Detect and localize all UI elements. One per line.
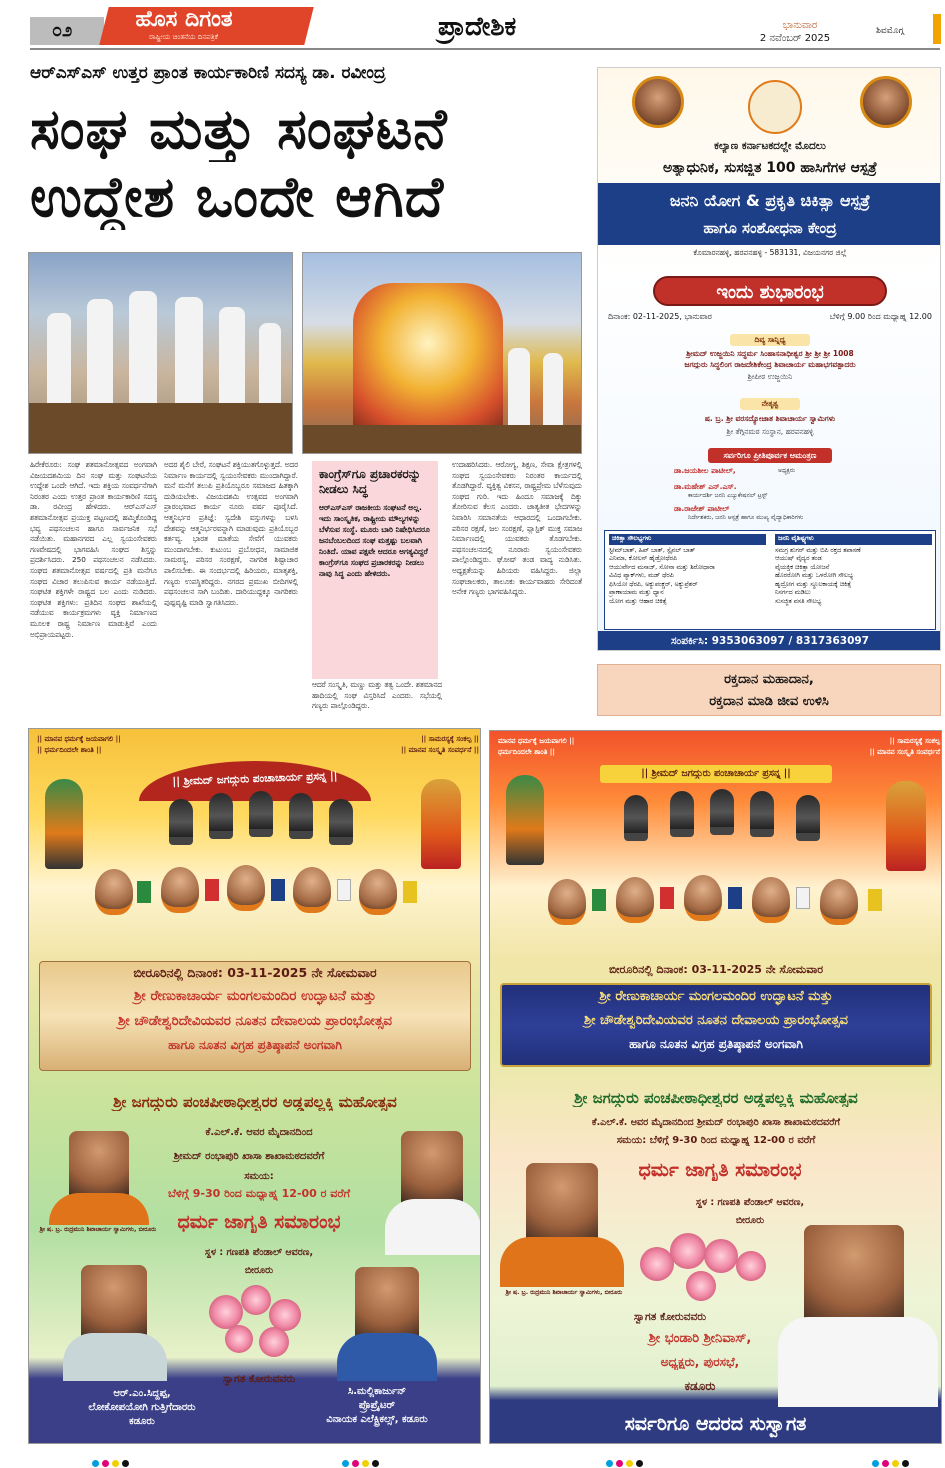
facilities-box xyxy=(604,530,936,630)
seer-caption: ಶ್ರೀ ಷ. ಬ್ರ. ರುದ್ರಮುನಿ ಶಿವಾಚಾರ್ಯ ಸ್ವಾಮಿಗಳು, ಬೀರೂರು xyxy=(505,1289,623,1296)
flag-green xyxy=(137,881,151,903)
route: ಕೆ.ಎಲ್.ಕೆ. ಆವರ ಮೈದಾನದಿಂದ ಶ್ರೀಮದ್ ರಂಭಾಪುರಿ ಖಾಸಾ ಶಾಖಾಮಠದವರೆಗೆ xyxy=(591,1117,841,1128)
time-label: ಸಮಯ: xyxy=(244,1171,274,1182)
sponsor-1-name: ಆರ್.ಎಂ.ಸಿದ್ದಪ್ಪ, xyxy=(113,1388,171,1399)
slogan-top-right-2: || ಮಾನವ ಸಂಸ್ಕೃತಿ ಸಂವರ್ಧನೆ xyxy=(869,748,940,756)
flag-white xyxy=(337,879,351,901)
article-column-3-tail: ಆದರೆ ಸಂಸ್ಕೃತಿ, ಮಣ್ಣು ಮತ್ತು ತತ್ವ ಒಂದೇ. ಶತಮಾನದ ಹಾದಿಯಲ್ಲಿ ಸಂಘ ವಿಸ್ತರಿಸಿದೆ ಎಂದರು. ಸಭೆಯಲ್ಲಿ ಗಣ್ಯರು ಪಾಲ್ಗೊಂಡಿದ್ದರು. xyxy=(312,680,442,711)
welcome-footer: ಸರ್ವರಿಗೂ ಆದರದ ಸುಸ್ವಾಗತ xyxy=(624,1413,807,1435)
event-line-3: ಹಾಗೂ ನೂತನ ವಿಗ್ರಹ ಪ್ರತಿಷ್ಠಾಪನೆ ಅಂಗವಾಗಿ xyxy=(629,1037,803,1051)
sponsor-portrait-1 xyxy=(81,1265,147,1339)
slogan-top-right-1: || ಸಾಮರಸ್ಯಕ್ಕೆ ಸಂಕಲ್ಪ || xyxy=(421,735,479,743)
hospital-address: ಕೊಮಾರನಹಳ್ಳಿ, ಹರಪನಹಳ್ಳಿ - 583131, ವಿಜಯನಗರ ಜಿಲ್ಲೆ xyxy=(693,248,847,257)
opening-date-row xyxy=(608,312,932,322)
feature-item: ನಿಸರ್ಗದ ಮಡಿಲು xyxy=(775,589,811,596)
guest-1-name: ಡಾ.ಜಯಶೀಲ ಪಾಟೀಲ್, xyxy=(674,466,736,475)
flag-red xyxy=(660,887,674,909)
sponsor-shirt-1 xyxy=(63,1333,167,1381)
facility-item: ಪ್ರಾಣಾಯಾಮ ಮತ್ತು ಧ್ಯಾನ xyxy=(609,589,664,596)
event-line-3: ಹಾಗೂ ನೂತನ ವಿಗ್ರಹ ಪ್ರತಿಷ್ಠಾಪನೆ ಅಂಗವಾಗಿ xyxy=(168,1038,342,1052)
sponsor-1-role: ಲೋಕೋಪಯೋಗಿ ಗುತ್ತಿಗೆದಾರರು xyxy=(88,1402,196,1413)
sponsor-1-town: ಕಡೂರು xyxy=(129,1416,155,1427)
slogan-top-left-1: ಮಾನವ ಧರ್ಮಕ್ಕೆ ಜಯವಾಗಲಿ || xyxy=(498,737,575,745)
header-date: 2 ನವೆಂಬರ್ 2025 xyxy=(759,33,831,44)
hospital-first-line: ಕಲ್ಯಾಣ ಕರ್ನಾಟಕದಲ್ಲೇ ಮೊದಲು xyxy=(714,140,826,152)
flag-green xyxy=(592,889,606,911)
page-number: ೦೨ xyxy=(30,17,104,45)
opening-time: ಬೆಳಿಗ್ಗೆ 9.00 ರಿಂದ ಮಧ್ಯಾಹ್ನ 12.00 xyxy=(829,312,932,321)
brand-name: ಹೊಸ ದಿಗಂತ xyxy=(135,7,233,32)
quote-body: ಆರ್‌ಎಸ್‌ಎಸ್ ರಾಜಕೀಯ ಸಂಘಟನೆ ಅಲ್ಲ. ಇದು ಸಾಂಸ್ಕೃತಿಕ, ರಾಷ್ಟ್ರೀಯ ಮೌಲ್ಯಗಳನ್ನು ಬೆಳೆಸುವ ಸಂಸ್ಥೆ. ಮೂರು ಬಾರಿ ನಿಷೇಧಿಸಿದರೂ ಜನಬೆಂಬಲದಿಂದ ಸಂಘ ಮತ್ತಷ್ಟು ಬಲವಾಗಿ ನಿಂತಿದೆ. ಯಾವ ಪಕ್ಷವೇ ಆದರೂ ಅಗತ್ಯವಿದ್ದರೆ ಕಾಂಗ್ರೆಸ್‌ಗೂ ಸಂಘದ ಪ್ರಚಾರಕರನ್ನು ನೀಡಲು ನಾವು ಸಿದ್ಧ ಎಂದು ಹೇಳಿದರು. xyxy=(319,503,430,578)
sponsor-portrait-2 xyxy=(355,1267,419,1339)
flag-yellow xyxy=(403,881,417,903)
event-date: ಬೀರೂರಿನಲ್ಲಿ ದಿನಾಂಕ: 03-11-2025 ನೇ ಸೋಮವಾರ xyxy=(608,963,824,976)
route-to: ಶ್ರೀಮದ್ ರಂಭಾಪುರಿ ಖಾಸಾ ಶಾಖಾಮಠದವರೆಗೆ xyxy=(173,1151,325,1162)
sponsor-name: ಶ್ರೀ ಭಂಡಾರಿ ಶ್ರೀನಿವಾಸ್, xyxy=(648,1331,752,1346)
flag-white xyxy=(796,887,810,909)
sponsor-town: ಕಡೂರು xyxy=(684,1379,716,1393)
hospital-advertisement xyxy=(597,67,941,651)
article-column-1: ಹಿರೇಕೆರೂರು: ಸಂಘ ಶತಮಾನೋತ್ಸವದ ಅಂಗವಾಗಿ ವಿಜಯದಶಮಿಯ ದಿನ ಸಂಘ ಮತ್ತು ಸಂಘಟನೆಯ ಉದ್ದೇಶ ಒಂದೇ ಆಗಿದೆ. ಇದು ಶಕ್ತಿಯ ಸಂವರ್ಧನೆಗಾಗಿ ನಿರಂತರ ಎಂದು ಉತ್ತರ ಪ್ರಾಂತ ಕಾರ್ಯಕಾರಿಣಿ ಸದಸ್ಯ ಡಾ. ರವೀಂದ್ರ ಹೇಳಿದರು. ಆರ್‌ಎಸ್‌ಎಸ್ ಶತಮಾನೋತ್ಸವ ಪ್ರಯುಕ್ತ ಪಟ್ಟಣದಲ್ಲಿ ಹಮ್ಮಿಕೊಂಡಿದ್ದ ಭವ್ಯ ಪಥಸಂಚಲನ ಹಾಗೂ ಸಾರ್ವಜನಿಕ ಸಭೆ ನಡೆಯಿತು. ಮಹಾನಗರದ ಎಲ್ಲ ಸ್ವಯಂಸೇವಕರು ಗಣವೇಷದಲ್ಲಿ ಭಾಗವಹಿಸಿ ಸಂಘದ ಶಿಸ್ತನ್ನು ಪ್ರದರ್ಶಿಸಿದರು. 250 ಪಥಸಂಚಲನ ನಡೆಸಿದರು. ಸಂಘದ ಶತಮಾನೋತ್ಸವ ವರ್ಷದಲ್ಲಿ ಪ್ರತಿ ಮನೆಗೂ ಸಂಘದ ವಿಚಾರ ತಲುಪಿಸುವ ಕಾರ್ಯ ನಡೆಯುತ್ತಿದೆ. ಸಂಘಟಿತ ಶಕ್ತಿಗಳೇ ರಾಷ್ಟ್ರದ ಬಲ ಎಂದು ನುಡಿದರು. ಸಂಘಟಿತ ಶಕ್ತಿಗಳು: ಪ್ರತಿದಿನ ಸಂಘದ ಶಾಖೆಯಲ್ಲಿ ನಡೆಯುವ ಕಾರ್ಯಕ್ರಮಗಳು ವ್ಯಕ್ತಿ ನಿರ್ಮಾಣದ ಮೂಲಕ ರಾಷ್ಟ್ರ ನಿರ್ಮಾಣ ಮಾಡುತ್ತಿವೆ ಎಂದು ಅಭಿಪ್ರಾಯಪಟ್ಟರು. xyxy=(30,460,157,639)
event-line-2: ಶ್ರೀ ಚೌಡೇಶ್ವರಿದೇವಿಯವರ ನೂತನ ದೇವಾಲಯ ಪ್ರಾರಂಭೋತ್ಸವ xyxy=(584,1013,848,1028)
hospital-beds-line: ಅತ್ಯಾಧುನಿಕ, ಸುಸಜ್ಜಿತ 100 ಹಾಸಿಗೆಗಳ ಆಸ್ಪತ್ರೆ xyxy=(663,160,877,176)
sponsor-1-block xyxy=(37,1387,247,1429)
sponsor-shirt-top xyxy=(385,1199,481,1255)
presence-line-1: ಶ್ರೀಮದ್ ಉಜ್ಜಯಿನಿ ಸದ್ಧರ್ಮ ಸಿಂಹಾಸನಾಧೀಶ್ವರ ಶ್ರೀ ಶ್ರೀ ಶ್ರೀ 1008 xyxy=(686,349,854,358)
venue-town: ಬೀರೂರು xyxy=(244,1265,274,1276)
presence-line-2: ಜಗದ್ಗುರು ಸಿದ್ಧಲಿಂಗ ರಾಜದೇಶಿಕೇಂದ್ರ ಶಿವಾಚಾರ್ಯ ಮಹಾಭಗವತ್ಪಾದರು xyxy=(684,360,856,369)
slogan-top-left-1: || ಮಾನವ ಧರ್ಮಕ್ಕೆ ಜಯವಾಗಲಿ || xyxy=(37,735,121,743)
guest-3-name: ಡಾ.ರಾಜೇಶ್ ಪಾಟೀಲ್ xyxy=(674,504,730,513)
seer-robe xyxy=(500,1237,624,1287)
lead-line-1: ಷ. ಬ್ರ. ಶ್ರೀ ವರಸದ್ಯೋಜಾತ ಶಿವಾಚಾರ್ಯ ಸ್ವಾಮಿಗಳು xyxy=(704,414,836,423)
event-time: ಬೆಳಿಗ್ಗೆ 9-30 ರಿಂದ ಮಧ್ಯಾಹ್ನ 12-00 ರ ವರೆಗೆ xyxy=(167,1187,351,1200)
article-headline-line2: ಉದ್ದೇಶ ಒಂದೇ ಆಗಿದೆ xyxy=(30,164,445,230)
lead-line-2: ಶ್ರೀ ತೆಗ್ಗಿನಮಠ ಸಂಸ್ಥಾನ, ಹರಪನಹಳ್ಳಿ xyxy=(726,427,814,436)
slogan-top-left-2: || ಧರ್ಮದಿಂದಲೇ ಶಾಂತಿ || xyxy=(37,746,102,754)
sponsor-portrait-top xyxy=(401,1131,463,1203)
palanquin-title: ಶ್ರೀ ಜಗದ್ಗುರು ಪಂಚಪೀಠಾಧೀಶ್ವರರ ಅಡ್ಡಪಲ್ಲಕ್ಕಿ ಮಹೋತ್ಸವ xyxy=(113,1093,397,1111)
venue-town: ಬೀರೂರು xyxy=(735,1215,765,1226)
blood-line-2: ರಕ್ತದಾನ ಮಾಡಿ ಜೀವ ಉಳಿಸಿ xyxy=(709,694,829,709)
deity-left-figure xyxy=(45,779,83,869)
sponsor-shirt-2 xyxy=(337,1333,437,1381)
section-title: ಪ್ರಾದೇಶಿಕ xyxy=(438,12,517,42)
seer-robe xyxy=(49,1193,149,1225)
slogan-top-right-1: || ಸಾಮರಸ್ಯಕ್ಕೆ ಸಂಕಲ್ಪ xyxy=(889,737,940,745)
welcome-label: ಸ್ವಾಗತ ಕೋರುವವರು xyxy=(633,1311,707,1323)
article-column-4: ಉದಾಹರಿಸಿದರು. ಆರೋಗ್ಯ, ಶಿಕ್ಷಣ, ಸೇವಾ ಕ್ಷೇತ್ರಗಳಲ್ಲಿ ಸಂಘದ ಸ್ವಯಂಸೇವಕರು ನಿರಂತರ ಕಾರ್ಯದಲ್ಲಿ ತೊಡಗಿದ್ದಾರೆ. ವ್ಯಕ್ತಿತ್ವ ವಿಕಸನ, ರಾಷ್ಟ್ರಪ್ರೇಮ ಬೆಳೆಸುವುದು ಸಂಘದ ಗುರಿ. ಇದು ಹಿಂದೂ ಸಮಾಜಕ್ಕೆ ದಿಕ್ಕು ತೋರಿಸುವ ಕೆಲಸ ಎಂದರು. ಜಾತ್ಯತೀತ ಭೇದಗಳನ್ನು ನಿವಾರಿಸಿ ಸಮಾನತೆಯ ಆಧಾರದಲ್ಲಿ ಒಂದಾಗಬೇಕು. ಪರಿಸರ ರಕ್ಷಣೆ, ಜಲ ಸಂರಕ್ಷಣೆ, ಪ್ಲಾಸ್ಟಿಕ್ ಮುಕ್ತ ಸಮಾಜ ನಿರ್ಮಾಣದಲ್ಲಿ ಯುವಕರು ತೊಡಗಬೇಕು. ಪಥಸಂಚಲನದಲ್ಲಿ ನೂರಾರು ಸ್ವಯಂಸೇವಕರು ಪಾಲ್ಗೊಂಡಿದ್ದರು. ಘೋಷ್ ತಂಡ ವಾದ್ಯ ನುಡಿಸಿತು. ಅಧ್ಯಕ್ಷತೆಯನ್ನು ಹಿರಿಯರು ವಹಿಸಿದ್ದರು. ಜಿಲ್ಲಾ ಸಂಘಚಾಲಕರು, ತಾಲೂಕು ಕಾರ್ಯವಾಹರು ಸೇರಿದಂತೆ ಅನೇಕ ಗಣ್ಯರು ಭಾಗವಹಿಸಿದ್ದರು. xyxy=(452,460,582,597)
hospital-name-1: ಜನನಿ ಯೋಗ & ಪ್ರಕೃತಿ ಚಿಕಿತ್ಸಾ ಆಸ್ಪತ್ರೆ xyxy=(669,191,871,210)
header-accent-bar xyxy=(933,14,941,44)
feature-item: ಹೊರರೋಗಿ ಮತ್ತು ಒಳರೋಗಿ ಸೌಲಭ್ಯ xyxy=(775,572,854,579)
sponsor-portrait xyxy=(804,1225,904,1325)
facilities-right xyxy=(771,531,936,630)
article-column-2: ಅದರ ಶೈಲಿ ಬೇರೆ, ಸಂಘಟನೆ ಶಕ್ತಿಯುತಗೊಳ್ಳುತ್ತದೆ. ಅದರ ನಿರ್ಮಾಣ ಕಾರ್ಯದಲ್ಲಿ ಸ್ವಯಂಸೇವಕರು ಮುಂದಾಗಿದ್ದಾರೆ. ಮನೆ ಮನೆಗೆ ತಲುಪಿ ಪ್ರತಿಯೊಬ್ಬರೂ ಸಮಾಜದ ಹಿತಕ್ಕಾಗಿ ದುಡಿಯಬೇಕು. ವಿಜಯದಶಮಿ ಉತ್ಸವದ ಅಂಗವಾಗಿ ಪ್ರಾರಂಭವಾದ ಕಾರ್ಯ ನೂರು ವರ್ಷ ಪೂರೈಸಿದೆ. ಆತ್ಮನಿರ್ಭರ ಪ್ರತಿಜ್ಞೆ: ಸ್ವದೇಶಿ ವಸ್ತುಗಳನ್ನು ಬಳಸಿ ದೇಶವನ್ನು ಆತ್ಮನಿರ್ಭರವನ್ನಾಗಿ ಮಾಡುವುದು ಪ್ರತಿಯೊಬ್ಬರ ಕರ್ತವ್ಯ. ಭಾರತ ಮಾತೆಯ ಸೇವೆಗೆ ಯುವಕರು ಮುಂದಾಗಬೇಕು. ಕುಟುಂಬ ಪ್ರಬೋಧನ, ಸಾಮಾಜಿಕ ಸಾಮರಸ್ಯ, ಪರಿಸರ ಸಂರಕ್ಷಣೆ, ನಾಗರಿಕ ಶಿಷ್ಟಾಚಾರ ಪಾಲಿಸಬೇಕು. ಈ ಸಂದರ್ಭದಲ್ಲಿ ಹಿರಿಯರು, ಮಾತೃಶಕ್ತಿ, ಗಣ್ಯರು ಉಪಸ್ಥಿತರಿದ್ದರು. ನಗರದ ಪ್ರಮುಖ ಬೀದಿಗಳಲ್ಲಿ ಪಥಸಂಚಲನ ಸಾಗಿ ಬಂದಿತು. ದಾರಿಯುದ್ದಕ್ಕೂ ನಾಗರಿಕರು ಪುಷ್ಪವೃಷ್ಟಿ ಮಾಡಿ ಸ್ವಾಗತಿಸಿದರು. xyxy=(164,460,298,607)
facility-item: ಎನಿಮಾ, ಕೋಲನ್ ಹೈಡ್ರೋಥೆರಪಿ xyxy=(609,555,678,562)
procession-float-photo xyxy=(302,252,582,454)
header-divider xyxy=(30,48,940,50)
rally-march-photo xyxy=(28,252,293,454)
deity-right-figure xyxy=(886,781,926,871)
sponsor-2-role: ಪ್ರೊಪ್ರೈಟರ್ xyxy=(358,1400,396,1411)
palanquin-title: ಶ್ರೀ ಜಗದ್ಗುರು ಪಂಚಪೀಠಾಧೀಶ್ವರರ ಅಡ್ಡಪಲ್ಲಕ್ಕಿ ಮಹೋತ್ಸವ xyxy=(574,1089,858,1107)
header-city: ಶಿವಮೊಗ್ಗ xyxy=(876,26,904,36)
feature-item: ಹೃದ್ರೋಗ ಮತ್ತು ಸ್ಥೂಲಕಾಯಕ್ಕೆ ಚಿಕಿತ್ಸೆ xyxy=(775,580,852,588)
event-scroll xyxy=(500,983,932,1067)
facility-item: ಯೋಗ ಮತ್ತು ಆಹಾರ ಚಿಕಿತ್ಸೆ xyxy=(609,597,667,605)
event-time: ಸಮಯ: ಬೆಳಿಗ್ಗೆ 9-30 ರಿಂದ ಮಧ್ಯಾಹ್ನ 12-00 ರ ವರೆಗೆ xyxy=(616,1135,816,1146)
presence-tag: ದಿವ್ಯ ಸಾನ್ನಿಧ್ಯ xyxy=(730,334,810,346)
sponsor-role: ಅಧ್ಯಕ್ಷರು, ಪುರಸಭೆ, xyxy=(660,1355,740,1369)
facilities-left-title: ಚಿಕಿತ್ಸಾ ಸೌಲಭ್ಯಗಳು xyxy=(609,534,766,545)
presence-line-3: ಶ್ರೀಪೀಠ ಉಜ್ಜಯಿನಿ xyxy=(747,372,793,381)
feature-item: ಸುಸಜ್ಜಿತ ವಸತಿ ಸೌಲಭ್ಯ xyxy=(775,597,822,605)
route-from: ಕೆ.ಎಲ್.ಕೆ. ಆವರ ಮೈದಾನದಿಂದ xyxy=(205,1127,313,1138)
flag-yellow xyxy=(868,889,882,911)
samaramba-title: ಧರ್ಮ ಜಾಗೃತಿ ಸಮಾರಂಭ xyxy=(177,1211,341,1233)
guest-1-role: ಅಧ್ಯಕ್ಷರು xyxy=(778,467,795,474)
seer-portrait xyxy=(526,1163,598,1243)
seer-caption: ಶ್ರೀ ಷ. ಬ್ರ. ರುದ್ರಮುನಿ ಶಿವಾಚಾರ್ಯ ಸ್ವಾಮಿಗಳು, ಬೀರೂರು xyxy=(39,1226,157,1233)
article-headline-line1: ಸಂಘ ಮತ್ತು ಸಂಘಟನೆ xyxy=(30,96,448,162)
event-scroll xyxy=(39,961,471,1071)
festival-ad-right xyxy=(489,730,942,1444)
quote-box xyxy=(312,461,438,679)
hospital-name-2: ಹಾಗೂ ಸಂಶೋಧನಾ ಕೇಂದ್ರ xyxy=(703,219,837,237)
deity-left-figure xyxy=(506,775,544,865)
slogan-top-left-2: ಧರ್ಮದಿಂದಲೇ ಶಾಂತಿ || xyxy=(498,748,555,756)
event-date: ಬೀರೂರಿನಲ್ಲಿ ದಿನಾಂಕ: 03-11-2025 ನೇ ಸೋಮವಾರ xyxy=(133,965,377,980)
guest-2-name: ಡಾ.ಮಹೇಶ್ ಎನ್.ಎಸ್. xyxy=(674,482,737,491)
seer-portrait xyxy=(69,1131,129,1197)
event-line-1: ಶ್ರೀ ರೇಣುಕಾಚಾರ್ಯ ಮಂಗಲಮಂದಿರ ಉದ್ಘಾಟನೆ ಮತ್ತು xyxy=(599,989,833,1004)
guest-tag: ಸರ್ವರಿಗೂ ಪ್ರೀತಿಪೂರ್ವಕ ಆಮಂತ್ರಣ xyxy=(708,448,832,463)
facilities-right-title: ಜನನಿ ವೈಶಿಷ್ಟ್ಯಗಳು xyxy=(775,534,932,545)
welcome-label: ಸ್ವಾಗತ ಕೋರುವವರು xyxy=(222,1373,296,1385)
feature-item: ಸಮಗ್ರ ಶುಗರ್ ಮತ್ತು ಬಿಪಿ ರಕ್ತದ ತಪಾಸಣೆ xyxy=(775,546,861,554)
guest-3-role: ನಿರ್ದೇಶಕರು, ಜನನಿ ಆಸ್ಪತ್ರೆ ಹಾಗೂ ಮುಖ್ಯ ವೈದ್ಯಾಧಿಕಾರಿಗಳು xyxy=(688,514,804,521)
flag-red xyxy=(205,879,219,901)
opening-date: ದಿನಾಂಕ: 02-11-2025, ಭಾನುವಾರ xyxy=(608,312,712,321)
feature-item: ವೈಯಕ್ತಿಕ ಚಿಕಿತ್ಸಾ ಯೋಜನೆ xyxy=(775,563,830,571)
festival-ad-left xyxy=(28,728,481,1444)
brand-logo xyxy=(99,7,313,45)
flag-blue xyxy=(728,887,742,909)
quote-title: ಕಾಂಗ್ರೆಸ್‌ಗೂ ಪ್ರಚಾರಕರನ್ನು ನೀಡಲು ಸಿದ್ಧ xyxy=(319,467,421,496)
seer-portrait-right xyxy=(860,76,912,128)
venue: ಸ್ಥಳ : ಗಣಪತಿ ಪೆಂಡಾಲ್ ಆವರಣ, xyxy=(695,1197,805,1208)
blood-line-1: ರಕ್ತದಾನ ಮಹಾದಾನ, xyxy=(724,672,814,687)
opening-banner: ಇಂದು ಶುಭಾರಂಭ xyxy=(653,276,887,306)
facility-item: ವಿವಿಧ ಪ್ಯಾಕ್‌ಗಳು, ಮಡ್ ಥೆರಪಿ xyxy=(609,572,674,579)
lead-tag: ನೇತೃತ್ವ xyxy=(740,398,800,410)
facility-item: ಆಯುರ್ವೇದ ಮಸಾಜ್, ಸೋನಾ ಮತ್ತು ಶಿರೋಧಾರಾ xyxy=(609,563,715,571)
slogan-top-right-2: || ಮಾನವ ಸಂಸ್ಕೃತಿ ಸಂವರ್ಧನೆ || xyxy=(401,746,479,754)
facility-item: ಫಿಸಿಯೋ ಥೆರಪಿ, ಅಕ್ಯುಪಂಕ್ಚರ್, ಅಕ್ಯುಪ್ರೆಶರ್ xyxy=(609,580,698,588)
flag-blue xyxy=(271,879,285,901)
samaramba-title: ಧರ್ಮ ಜಾಗೃತಿ ಸಮಾರಂಭ xyxy=(638,1159,802,1181)
event-line-2: ಶ್ರೀ ಚೌಡೇಶ್ವರಿದೇವಿಯವರ ನೂತನ ದೇವಾಲಯ ಪ್ರಾರಂಭೋತ್ಸವ xyxy=(117,1013,393,1029)
article-kicker: ಆರ್‌ಎಸ್‌ಎಸ್ ಉತ್ತರ ಪ್ರಾಂತ ಕಾರ್ಯಕಾರಿಣಿ ಸದಸ್ಯ ಡಾ. ರವೀಂದ್ರ xyxy=(30,63,386,83)
arc-text: || ಶ್ರೀಮದ್ ಜಗದ್ಗುರು ಪಂಚಾಚಾರ್ಯ ಪ್ರಸನ್ನ || xyxy=(600,765,832,783)
sponsor-2-firm: ವಿನಾಯಕ ಎಲೆಕ್ಟ್ರಿಕಲ್ಸ್, ಕಡೂರು xyxy=(326,1414,428,1425)
header-day: ಭಾನುವಾರ xyxy=(782,20,818,31)
blood-donation-box xyxy=(597,664,941,716)
facilities-left xyxy=(605,531,770,630)
hospital-name-band xyxy=(598,183,941,245)
guest-2-role: ಕಾರ್ಯದರ್ಶಿ ಜನನಿ ಎಜ್ಯುಕೇಷನಲ್ ಟ್ರಸ್ಟ್ xyxy=(688,492,768,499)
event-line-1: ಶ್ರೀ ರೇಣುಕಾಚಾರ್ಯ ಮಂಗಲಮಂದಿರ ಉದ್ಘಾಟನೆ ಮತ್ತು xyxy=(133,988,377,1004)
sponsor-2-block xyxy=(279,1385,475,1427)
feature-item: ಆಯುಷ್ ವೈದ್ಯರ ತಂಡ xyxy=(775,555,822,562)
venue: ಸ್ಥಳ : ಗಣಪತಿ ಪೆಂಡಾಲ್ ಆವರಣ, xyxy=(204,1247,314,1258)
facility-item: ಸ್ಟೀಮ್‌ಬಾತ್, ಹಿಪ್ ಬಾತ್, ಸ್ಪೈನಲ್ ಬಾತ್ xyxy=(609,546,696,554)
sponsor-2-name: ಸಿ.ಮಲ್ಲಿಕಾರ್ಜುನ್ xyxy=(347,1386,407,1397)
hospital-contact: ಸಂಪರ್ಕಿಸಿ: 9353063097 / 8317363097 xyxy=(598,631,941,651)
hospital-logo xyxy=(748,80,802,134)
arc-text: || ಶ್ರೀಮದ್ ಜಗದ್ಗುರು ಪಂಚಾಚಾರ್ಯ ಪ್ರಸನ್ನ || xyxy=(172,770,338,788)
seer-portrait-left xyxy=(632,76,684,128)
brand-tagline: ರಾಷ್ಟ್ರೀಯ ಚಿಂತನೆಯ ದಿನಪತ್ರಿಕೆ xyxy=(149,33,219,41)
deity-right-figure xyxy=(421,779,461,869)
